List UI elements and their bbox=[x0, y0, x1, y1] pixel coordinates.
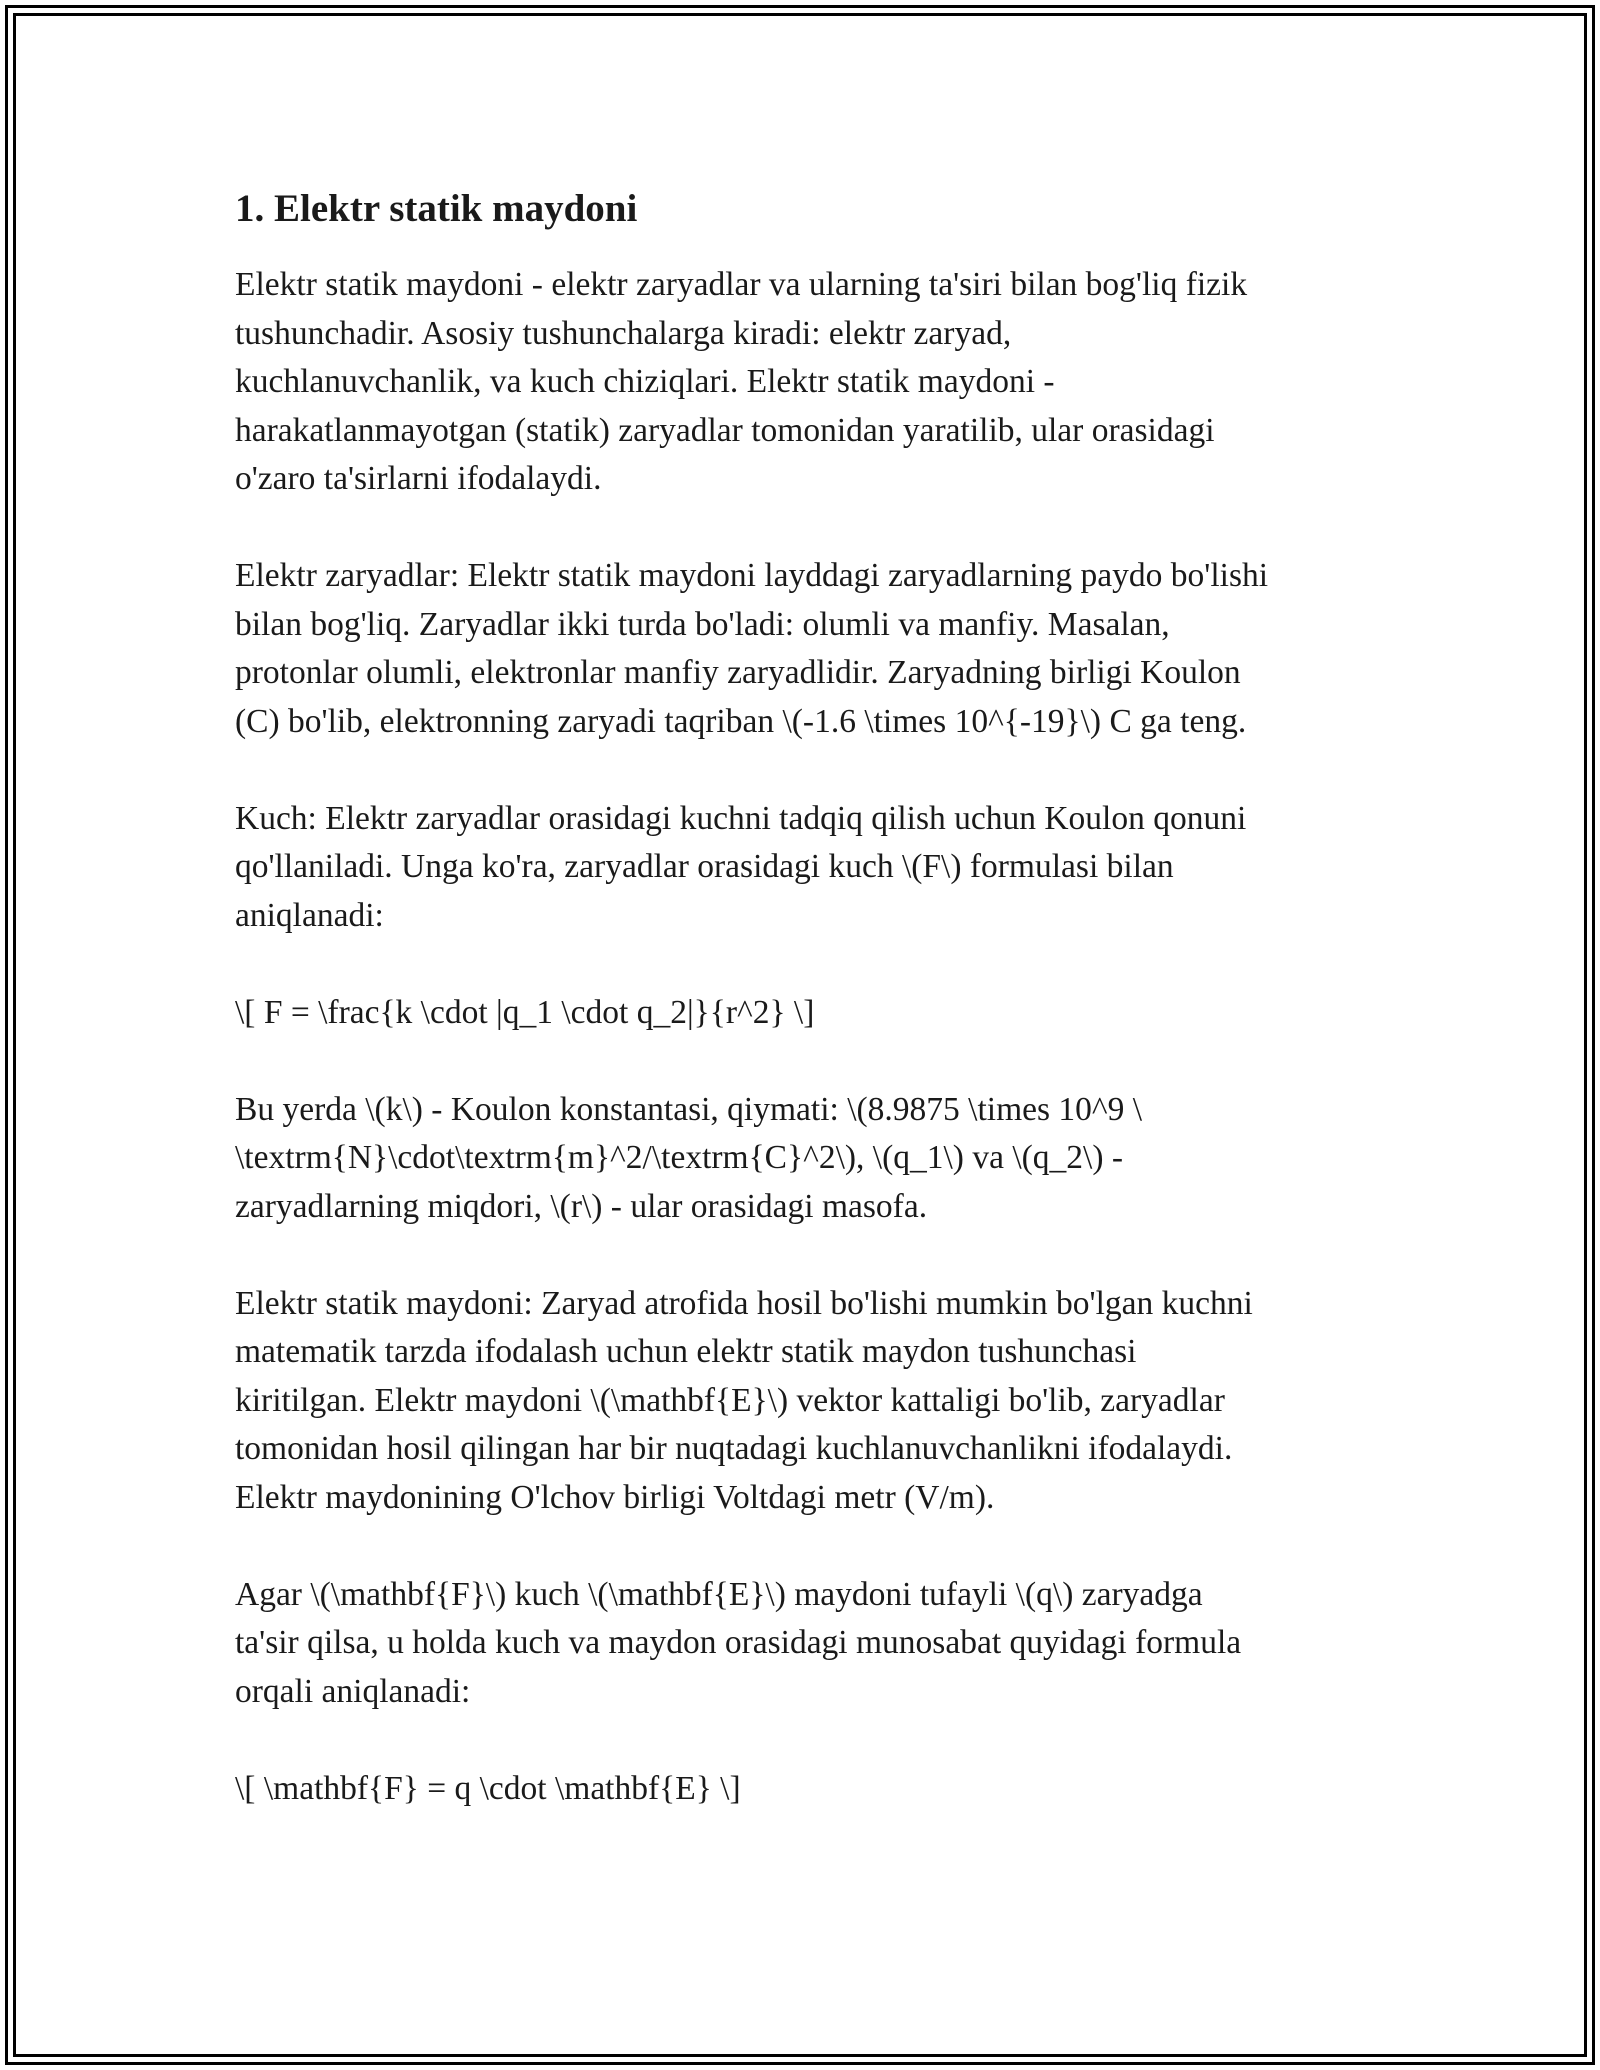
paragraph-constants: Bu yerda \(k\) - Koulon konstantasi, qiymati: \(8.9875 \times 10^9 \ \textrm{N}\cdot\textrm{m}^2/\textrm{C}^2\), \(q_1\) va \(q_2\) - zaryadlarning miqdori, \(r\) - ular orasidagi masofa. bbox=[235, 1090, 1143, 1225]
document-page bbox=[235, 185, 1375, 1862]
paragraph-charges: Elektr zaryadlar: Elektr statik maydoni layddagi zaryadlarning paydo bo'lishi bilan bog'liq. Zaryadlar ikki turda bo'ladi: olumli va manfiy. Masalan, protonlar olumli, elektronlar manfiy zaryadlidir. Zaryadning birligi Koulon (C) bo'lib, elektronning zaryadi taqriban \(-1.6 \times 10^{-19}\) C ga teng. bbox=[235, 557, 1269, 740]
paragraph-force: Kuch: Elektr zaryadlar orasidagi kuchni tadqiq qilish uchun Koulon qonuni qo'llaniladi. Unga ko'ra, zaryadlar orasidagi kuch \(F\) formulasi bilan aniqlanadi: bbox=[235, 799, 1247, 934]
formula-coulomb: \[ F = \frac{k \cdot |q_1 \cdot q_2|}{r^2} \] bbox=[235, 993, 815, 1031]
paragraph-field: Elektr statik maydoni: Zaryad atrofida hosil bo'lishi mumkin bo'lgan kuchni matematik tarzda ifodalash uchun elektr statik maydon tushunchasi kiritilgan. Elektr maydoni \(\mathbf{E}\) vektor kattaligi bo'lib, zaryadlar tomonidan hosil qilingan har bir nuqtadagi kuchlanuvchanlikni ifodalaydi. Elektr maydonining O'lchov birligi Voltdagi metr (V/m). bbox=[235, 1284, 1253, 1516]
formula-field-force: \[ \mathbf{F} = q \cdot \mathbf{E} \] bbox=[235, 1769, 741, 1807]
section-title: 1. Elektr statik maydoni bbox=[235, 187, 638, 230]
paragraph-relation: Agar \(\mathbf{F}\) kuch \(\mathbf{E}\) maydoni tufayli \(q\) zaryadga ta'sir qilsa, u holda kuch va maydon orasidagi munosabat quyidagi formula orqali aniqlanadi: bbox=[235, 1575, 1242, 1710]
paragraph-intro: Elektr statik maydoni - elektr zaryadlar va ularning ta'siri bilan bog'liq fizik tushunchadir. Asosiy tushunchalarga kiradi: elektr zaryad, kuchlanuvchanlik, va kuch chiziqlari. Elektr statik maydoni - harakatlanmayotgan (statik) zaryadlar tomonidan yaratilib, ular orasidagi o'zaro ta'sirlarni ifodalaydi. bbox=[235, 266, 1248, 497]
